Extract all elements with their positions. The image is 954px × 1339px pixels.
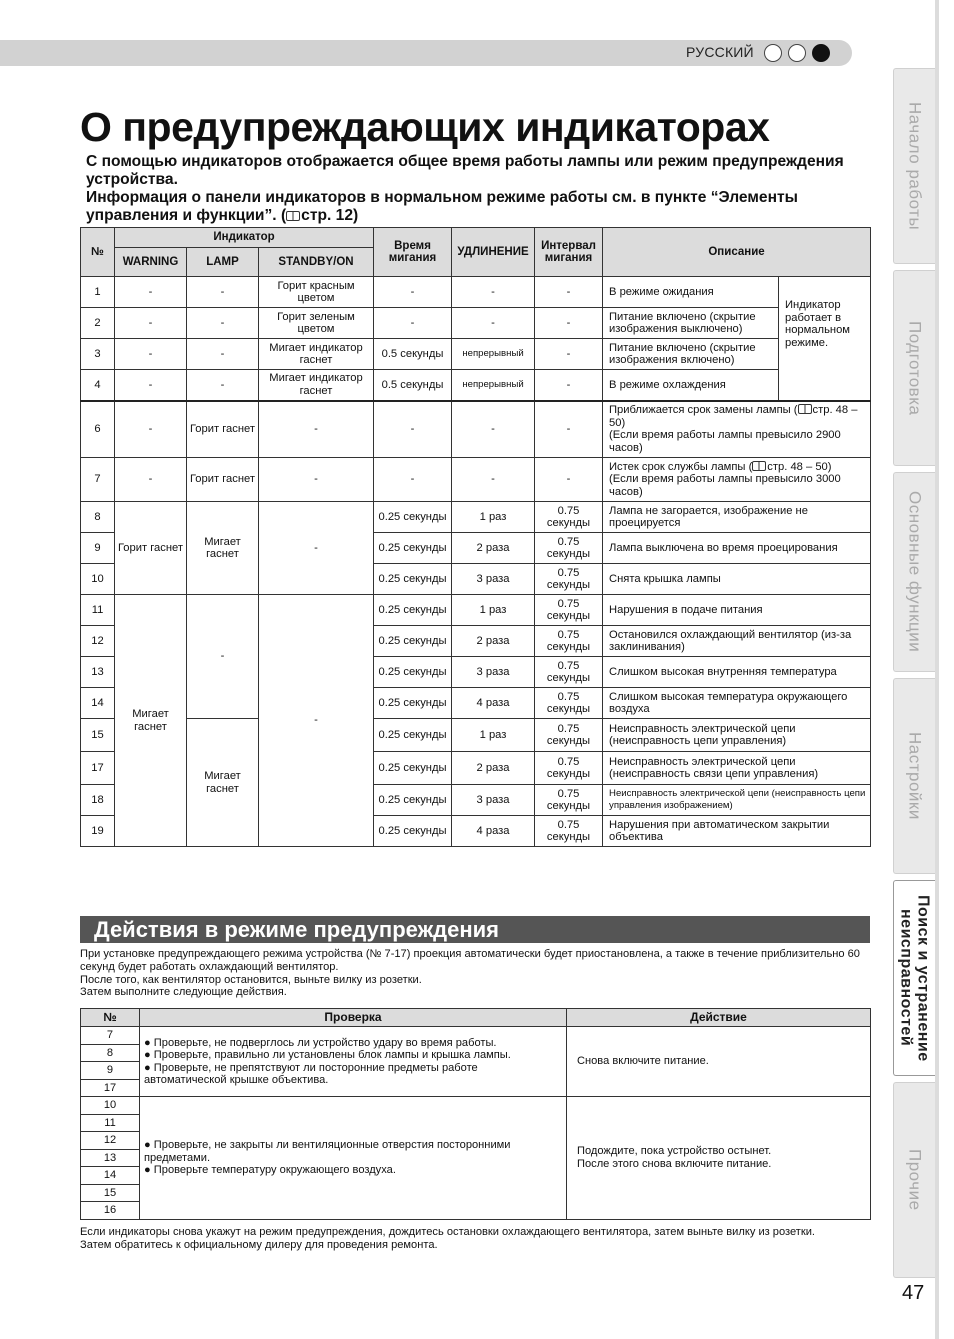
book-icon — [798, 404, 812, 414]
table-row: 4 - - Мигает индикатор гаснет 0.5 секунды непрерывный - В режиме охлаждения — [81, 370, 871, 401]
header-blink-time: Время мигания — [374, 228, 452, 277]
table-row: 14 — [81, 1167, 871, 1185]
table-row: 7 ● Проверьте, не подверглось ли устройство удару во время работы. ● Проверьте, правильно ли установлены блок лампы и крышка лампы. ● Проверьте, не препятствуют ли посторонние предметы работе автоматической крышке объектива. Снова включите питание. — [81, 1027, 871, 1045]
language-label: РУССКИЙ — [686, 44, 754, 60]
tab-getting-started[interactable]: Начало работы — [893, 68, 935, 264]
table-row: 16 — [81, 1202, 871, 1220]
tab-preparation[interactable]: Подготовка — [893, 270, 935, 466]
table-row: 12 — [81, 1132, 871, 1150]
header-warning: WARNING — [115, 248, 187, 277]
table-row: 11 Мигает гаснет - - 0.25 секунды 1 раз 0.75 секунды Нарушения в подаче питания — [81, 595, 871, 626]
check-list-1: ● Проверьте, не подверглось ли устройство удару во время работы. ● Проверьте, правильно ли установлены блок лампы и крышка лампы. ● Проверьте, не препятствуют ли посторонние предметы работе автоматической крышке объектива. — [140, 1027, 567, 1097]
header-indicator: Индикатор — [115, 228, 374, 248]
table-row: 9 0.25 секунды 2 раза 0.75 секунды Лампа выключена во время проецирования — [81, 533, 871, 564]
language-dots — [764, 44, 830, 62]
table-row: 6 - Горит гаснет - - - - Приближается срок замены лампы ( стр. 48 – 50) (Если время работы лампы превысило 2900 часов) — [81, 401, 871, 458]
tab-troubleshooting[interactable]: Поиск и устранение неисправностей — [893, 880, 935, 1076]
header-check: Проверка — [140, 1009, 567, 1027]
table-row: 15 — [81, 1184, 871, 1202]
table-row: 15 Мигает гаснет 0.25 секунды 1 раз 0.75 секунды Неисправность электрической цепи (неисправность цепи управления) — [81, 719, 871, 752]
action-table — [80, 1008, 871, 1220]
table-row: 3 - - Мигает индикатор гаснет 0.5 секунды непрерывный - Питание включено (скрытие изображения включено) — [81, 339, 871, 370]
tab-other[interactable]: Прочие — [893, 1082, 935, 1278]
table-row: 8 — [81, 1044, 871, 1062]
page-title: О предупреждающих индикаторах — [80, 104, 770, 150]
normal-mode-note: Индикатор работает в нормальном режиме. — [779, 277, 871, 401]
header-standby: STANDBY/ON — [259, 248, 374, 277]
table-row: 17 — [81, 1079, 871, 1097]
intro-text — [86, 153, 886, 225]
filled-circle-icon — [812, 44, 830, 62]
table-row: 18 0.25 секунды 3 раза 0.75 секунды Неисправность электрической цепи (неисправность цепи управления изображением) — [81, 785, 871, 816]
table-row: 12 0.25 секунды 2 раза 0.75 секунды Остановился охлаждающий вентилятор (из-за заклинивания) — [81, 626, 871, 657]
intro-line-2: Информация о панели индикаторов в нормальном режиме работы см. в пункте “Элементы управления и функции”. ( стр. 12) — [86, 189, 798, 224]
tab-settings[interactable]: Настройки — [893, 678, 935, 874]
table-row: 10 ● Проверьте, не закрыты ли вентиляционные отверстия посторонними предметами. ● Проверьте температуру окружающего воздуха. Подождите, пока устройство остынет. После этого снова включите питание. — [81, 1097, 871, 1115]
side-divider — [935, 0, 939, 1339]
section-heading-bar — [80, 916, 870, 943]
section-paragraph: При установке предупреждающего режима устройства (№ 7-17) проекция автоматически будет приостановлена, а также в течение приблизительно 60 секунд будет работать охлаждающий вентилятор. После того, как вентилятор остановится, выньте вилку из розетки. Затем выполните следующие действия. — [80, 948, 860, 999]
row-6-description: Приближается срок замены лампы ( стр. 48 – 50) (Если время работы лампы превысило 2900 часов) — [603, 401, 871, 458]
table-row: 13 0.25 секунды 3 раза 0.75 секунды Слишком высокая внутренняя температура — [81, 657, 871, 688]
section-title: Действия в режиме предупреждения — [94, 917, 500, 942]
header-description: Описание — [603, 228, 871, 277]
row-7-description: Истек срок службы лампы ( стр. 48 – 50) (Если время работы лампы превысило 3000 часов) — [603, 458, 871, 502]
footer-note: Если индикаторы снова укажут на режим предупреждения, дождитесь остановки охлаждающего вентилятора, затем выньте вилку из розетки. Затем обратитесь к официальному дилеру для проведения ремонта. — [80, 1226, 816, 1251]
indicator-table — [80, 227, 871, 847]
header-num: № — [81, 228, 115, 277]
header-extend: УДЛИНЕНИЕ — [452, 228, 535, 277]
header-action: Действие — [567, 1009, 871, 1027]
table-row: 10 0.25 секунды 3 раза 0.75 секунды Снята крышка лампы — [81, 564, 871, 595]
circle-icon — [764, 44, 782, 62]
table-row: 1 - - Горит красным цветом - - - В режиме ожидания Индикатор работает в нормальном режиме. — [81, 277, 871, 308]
book-icon — [286, 211, 300, 221]
table-row: 19 0.25 секунды 4 раза 0.75 секунды Нарушения при автоматическом закрытии объектива — [81, 816, 871, 847]
header-num: № — [81, 1009, 140, 1027]
check-list-2: ● Проверьте, не закрыты ли вентиляционные отверстия посторонними предметами. ● Проверьте температуру окружающего воздуха. — [140, 1097, 567, 1220]
book-icon — [752, 461, 766, 471]
circle-icon — [788, 44, 806, 62]
table-row: 8 Горит гаснет Мигает гаснет - 0.25 секунды 1 раз 0.75 секунды Лампа не загорается, изображение не проецируется — [81, 502, 871, 533]
tab-basic-functions[interactable]: Основные функции — [893, 472, 935, 672]
table-row: 14 0.25 секунды 4 раза 0.75 секунды Слишком высокая температура окружающего воздуха — [81, 688, 871, 719]
table-row: 9 — [81, 1062, 871, 1080]
table-row: 11 — [81, 1114, 871, 1132]
page-number: 47 — [902, 1282, 925, 1304]
intro-line-1: С помощью индикаторов отображается общее время работы лампы или режим предупреждения устройства. — [86, 153, 844, 188]
table-row: 17 0.25 секунды 2 раза 0.75 секунды Неисправность электрической цепи (неисправность связи цепи управления) — [81, 752, 871, 785]
table-row: 7 - Горит гаснет - - - - Истек срок службы лампы ( стр. 48 – 50) (Если время работы лампы превысило 3000 часов) — [81, 458, 871, 502]
header-lamp: LAMP — [187, 248, 259, 277]
table-row: 2 - - Горит зеленым цветом - - - Питание включено (скрытие изображения выключено) — [81, 308, 871, 339]
header-interval: Интервал мигания — [535, 228, 603, 277]
table-row: 13 — [81, 1149, 871, 1167]
action-2: Подождите, пока устройство остынет. После этого снова включите питание. — [567, 1097, 871, 1220]
